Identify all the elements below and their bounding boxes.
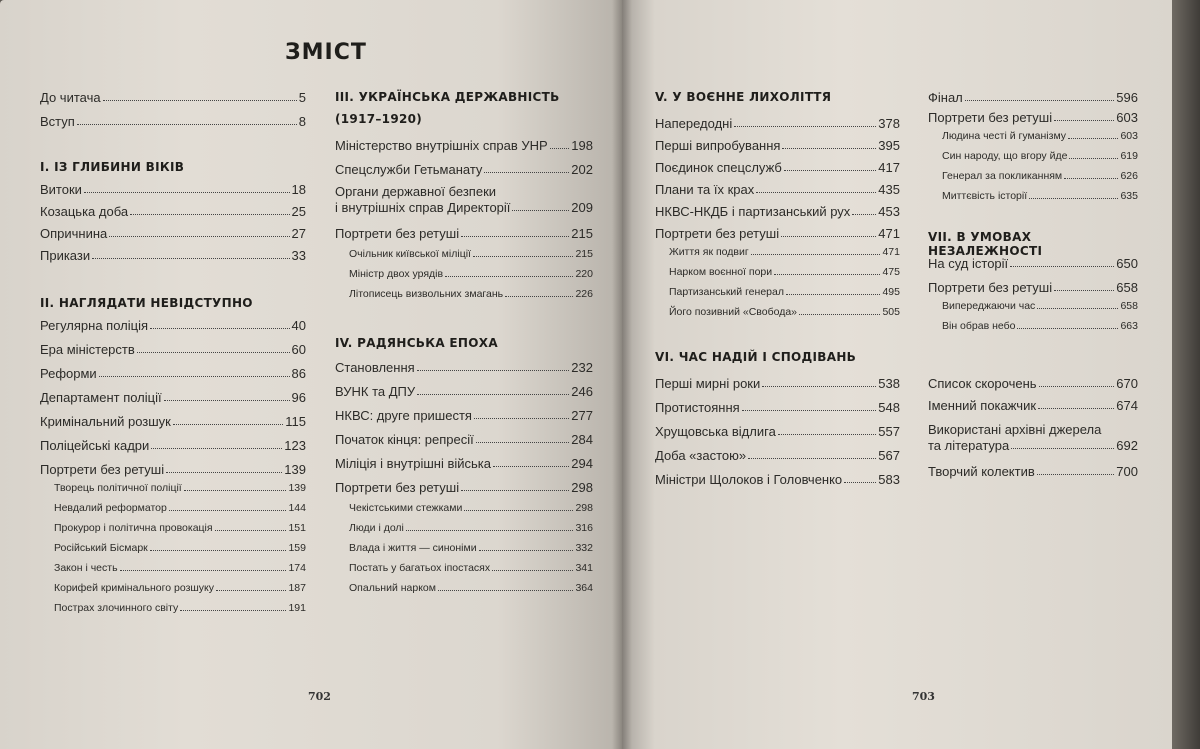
- book-gutter: [612, 0, 632, 749]
- entry-title: Міністр двох урядів: [349, 268, 444, 280]
- toc-entry: [655, 400, 900, 415]
- entry-page-number: 294: [571, 456, 593, 471]
- toc-entry: [40, 414, 306, 429]
- dot-leader: [417, 393, 569, 395]
- entry-title: Людина честі й гуманізму: [942, 130, 1067, 142]
- toc-subentry: [928, 130, 1138, 143]
- entry-page-number: 18: [291, 182, 306, 197]
- entry-page-number: 284: [571, 432, 593, 447]
- toc-entry: [928, 398, 1138, 413]
- dot-leader: [151, 447, 282, 449]
- dot-leader: [512, 209, 569, 211]
- section-heading: (1917–1920): [335, 112, 423, 126]
- dot-leader: [1037, 307, 1118, 309]
- dot-leader: [150, 549, 287, 551]
- entry-page-number: 596: [1116, 90, 1138, 105]
- entry-title: Портрети без ретуші: [335, 226, 460, 241]
- entry-title: НКВС: друге пришестя: [335, 408, 472, 423]
- dot-leader: [742, 409, 877, 411]
- entry-title: Прокурор і політична провокація: [54, 522, 213, 534]
- dot-leader: [173, 423, 283, 425]
- toc-subentry: [928, 320, 1138, 333]
- entry-title: Кримінальний розшук: [40, 414, 171, 429]
- entry-title: Люди і долі: [349, 522, 404, 534]
- dot-leader: [748, 457, 876, 459]
- dot-leader: [474, 417, 569, 419]
- dot-leader: [438, 589, 573, 591]
- entry-title: Творчий колектив: [928, 464, 1035, 479]
- entry-title: Його позивний «Свобода»: [669, 306, 798, 318]
- entry-title: Портрети без ретуші: [655, 226, 780, 241]
- entry-page-number: 650: [1116, 256, 1138, 271]
- dot-leader: [1064, 177, 1118, 179]
- toc-entry: [655, 226, 900, 241]
- entry-page-number: 626: [1120, 170, 1138, 182]
- entry-page-number: 417: [878, 160, 900, 175]
- toc-subentry: [655, 266, 900, 279]
- entry-page-number: 5: [298, 90, 306, 105]
- dot-leader: [505, 295, 573, 297]
- dot-leader: [782, 147, 876, 149]
- entry-page-number: 435: [878, 182, 900, 197]
- entry-title: Літописець визвольних змагань: [349, 288, 504, 300]
- entry-page-number: 123: [284, 438, 306, 453]
- entry-title: Опричнина: [40, 226, 108, 241]
- toc-subentry: [40, 522, 306, 535]
- dot-leader: [751, 253, 881, 255]
- entry-page-number: 475: [882, 266, 900, 278]
- right-page-number: 703: [912, 690, 935, 703]
- toc-subentry: [335, 582, 593, 595]
- entry-page-number: 151: [288, 522, 306, 534]
- toc-entry: [40, 366, 306, 381]
- toc-entry: [335, 480, 593, 495]
- toc-entry: [928, 90, 1138, 105]
- entry-title: Пострах злочинного світу: [54, 602, 179, 614]
- toc-subentry: [335, 522, 593, 535]
- entry-title: Регулярна поліція: [40, 318, 148, 333]
- toc-subentry: [40, 542, 306, 555]
- left-page-number: 702: [308, 690, 331, 703]
- toc-entry: [40, 438, 306, 453]
- entry-title: Влада і життя — синоніми: [349, 542, 477, 554]
- section-heading: IV. РАДЯНСЬКА ЕПОХА: [335, 336, 498, 350]
- section-heading: ІІ. НАГЛЯДАТИ НЕВІДСТУПНО: [40, 296, 253, 310]
- entry-page-number: 209: [571, 200, 593, 215]
- dot-leader: [479, 549, 574, 551]
- toc-entry: [655, 376, 900, 391]
- dot-leader: [762, 385, 876, 387]
- entry-title: Невдалий реформатор: [54, 502, 167, 514]
- dot-leader: [484, 171, 569, 173]
- toc-entry: [335, 138, 593, 153]
- entry-page-number: 453: [878, 204, 900, 219]
- dot-leader: [774, 273, 880, 275]
- dot-leader: [1069, 157, 1118, 159]
- dot-leader: [137, 351, 290, 353]
- toc-subentry: [655, 306, 900, 319]
- dot-leader: [166, 471, 282, 473]
- entry-title: Син народу, що вгору йде: [942, 150, 1068, 162]
- entry-title: Російський Бісмарк: [54, 542, 148, 554]
- entry-page-number: 395: [878, 138, 900, 153]
- dot-leader: [965, 99, 1115, 101]
- dot-leader: [184, 489, 287, 491]
- entry-title: Міністри Щолоков і Головченко: [655, 472, 843, 487]
- entry-page-number: 471: [882, 246, 900, 258]
- section-heading: І. ІЗ ГЛИБИНИ ВІКІВ: [40, 160, 185, 174]
- entry-title: Випереджаючи час: [942, 300, 1036, 312]
- entry-title: Закон і честь: [54, 562, 118, 574]
- page-title: ЗМІСТ: [285, 40, 367, 65]
- dot-leader: [1054, 119, 1114, 121]
- dot-leader: [1010, 265, 1114, 267]
- toc-entry: [928, 438, 1138, 453]
- entry-title: Початок кінця: репресії: [335, 432, 474, 447]
- entry-page-number: 215: [571, 226, 593, 241]
- toc-entry: [40, 248, 306, 263]
- entry-page-number: 619: [1120, 150, 1138, 162]
- toc-entry: [335, 456, 593, 471]
- dot-leader: [84, 191, 290, 193]
- entry-title: Портрети без ретуші: [40, 462, 165, 477]
- toc-subentry: [40, 562, 306, 575]
- entry-title: Становлення: [335, 360, 415, 375]
- dot-leader: [109, 235, 289, 237]
- entry-page-number: 139: [284, 462, 306, 477]
- toc-subentry: [928, 190, 1138, 203]
- toc-entry: [40, 390, 306, 405]
- entry-page-number: 8: [298, 114, 306, 129]
- entry-page-number: 316: [575, 522, 593, 534]
- entry-title: НКВС-НКДБ і партизанський рух: [655, 204, 851, 219]
- entry-page-number: 658: [1120, 300, 1138, 312]
- entry-page-number: 364: [575, 582, 593, 594]
- entry-page-number: 174: [288, 562, 306, 574]
- entry-title: Опальний нарком: [349, 582, 436, 594]
- toc-entry: [40, 342, 306, 357]
- toc-subentry: [335, 542, 593, 555]
- dot-leader: [1011, 447, 1114, 449]
- dot-leader: [1038, 407, 1114, 409]
- toc-subentry: [335, 562, 593, 575]
- toc-entry-line: Органи державної безпеки: [335, 184, 497, 199]
- entry-title: Поліцейські кадри: [40, 438, 150, 453]
- entry-page-number: 187: [288, 582, 306, 594]
- dot-leader: [786, 293, 881, 295]
- toc-entry: [928, 376, 1138, 391]
- toc-entry: [928, 256, 1138, 271]
- entry-title: Витоки: [40, 182, 82, 197]
- toc-entry: [928, 464, 1138, 479]
- entry-title: Портрети без ретуші: [928, 280, 1053, 295]
- entry-page-number: 603: [1120, 130, 1138, 142]
- toc-entry: [40, 462, 306, 477]
- entry-title: Реформи: [40, 366, 97, 381]
- section-heading: VI. ЧАС НАДІЙ І СПОДІВАНЬ: [655, 350, 857, 364]
- entry-page-number: 60: [291, 342, 306, 357]
- entry-title: Нарком воєнної пори: [669, 266, 773, 278]
- toc-subentry: [928, 300, 1138, 313]
- entry-page-number: 159: [288, 542, 306, 554]
- toc-subentry: [335, 502, 593, 515]
- dot-leader: [493, 465, 569, 467]
- dot-leader: [781, 235, 876, 237]
- toc-entry: [928, 280, 1138, 295]
- entry-title: Плани та їх крах: [655, 182, 755, 197]
- dot-leader: [756, 191, 876, 193]
- toc-entry: [335, 408, 593, 423]
- toc-entry: [335, 200, 593, 215]
- toc-entry: [655, 160, 900, 175]
- entry-title: і внутрішніх справ Директорії: [335, 200, 511, 215]
- entry-page-number: 298: [571, 480, 593, 495]
- entry-title: Ера міністерств: [40, 342, 135, 357]
- entry-page-number: 692: [1116, 438, 1138, 453]
- toc-entry: [40, 318, 306, 333]
- entry-title: Прикази: [40, 248, 91, 263]
- entry-page-number: 495: [882, 286, 900, 298]
- dot-leader: [150, 327, 290, 329]
- entry-page-number: 603: [1116, 110, 1138, 125]
- entry-page-number: 277: [571, 408, 593, 423]
- entry-title: Список скорочень: [928, 376, 1037, 391]
- entry-title: Портрети без ретуші: [928, 110, 1053, 125]
- entry-page-number: 191: [288, 602, 306, 614]
- entry-page-number: 40: [291, 318, 306, 333]
- entry-page-number: 538: [878, 376, 900, 391]
- entry-title: Перші випробування: [655, 138, 781, 153]
- dot-leader: [445, 275, 573, 277]
- entry-title: Генерал за покликанням: [942, 170, 1063, 182]
- entry-title: Вступ: [40, 114, 75, 129]
- entry-page-number: 115: [285, 414, 306, 429]
- entry-title: Він обрав небо: [942, 320, 1016, 332]
- entry-title: Напередодні: [655, 116, 733, 131]
- toc-subentry: [40, 602, 306, 615]
- entry-page-number: 202: [571, 162, 593, 177]
- entry-title: та література: [928, 438, 1010, 453]
- entry-page-number: 557: [878, 424, 900, 439]
- toc-subentry: [335, 268, 593, 281]
- dot-leader: [852, 213, 876, 215]
- entry-page-number: 139: [288, 482, 306, 494]
- toc-entry: [655, 424, 900, 439]
- dot-leader: [492, 569, 573, 571]
- toc-subentry: [928, 150, 1138, 163]
- toc-subentry: [655, 246, 900, 259]
- dot-leader: [476, 441, 570, 443]
- entry-title: Творець політичної поліції: [54, 482, 182, 494]
- entry-page-number: 583: [878, 472, 900, 487]
- entry-page-number: 198: [571, 138, 593, 153]
- entry-page-number: 670: [1116, 376, 1138, 391]
- toc-subentry: [928, 170, 1138, 183]
- dot-leader: [461, 489, 569, 491]
- dot-leader: [734, 125, 876, 127]
- book-edge: [1172, 0, 1200, 749]
- toc-entry: [655, 116, 900, 131]
- dot-leader: [130, 213, 289, 215]
- dot-leader: [464, 509, 573, 511]
- dot-leader: [216, 589, 286, 591]
- toc-entry: [655, 204, 900, 219]
- toc-subentry: [335, 248, 593, 261]
- section-heading: ІІІ. УКРАЇНСЬКА ДЕРЖАВНІСТЬ: [335, 90, 560, 104]
- toc-entry: [335, 384, 593, 399]
- section-heading: V. У ВОЄННЕ ЛИХОЛІТТЯ: [655, 90, 832, 104]
- entry-title: Фінал: [928, 90, 963, 105]
- dot-leader: [799, 313, 880, 315]
- dot-leader: [77, 123, 297, 125]
- entry-page-number: 27: [291, 226, 306, 241]
- entry-title: Поєдинок спецслужб: [655, 160, 782, 175]
- entry-title: Департамент поліції: [40, 390, 162, 405]
- entry-page-number: 663: [1120, 320, 1138, 332]
- toc-subentry: [40, 502, 306, 515]
- entry-page-number: 25: [291, 204, 306, 219]
- toc-entry: [335, 432, 593, 447]
- dot-leader: [1039, 385, 1115, 387]
- dot-leader: [550, 147, 570, 149]
- entry-title: Миттєвість історії: [942, 190, 1028, 202]
- dot-leader: [1029, 197, 1118, 199]
- dot-leader: [1037, 473, 1115, 475]
- dot-leader: [1054, 289, 1114, 291]
- entry-page-number: 635: [1120, 190, 1138, 202]
- entry-page-number: 246: [571, 384, 593, 399]
- toc-subentry: [655, 286, 900, 299]
- entry-page-number: 674: [1116, 398, 1138, 413]
- entry-page-number: 548: [878, 400, 900, 415]
- dot-leader: [784, 169, 876, 171]
- entry-title: Чекістськими стежками: [349, 502, 463, 514]
- dot-leader: [406, 529, 574, 531]
- entry-title: До читача: [40, 90, 101, 105]
- dot-leader: [164, 399, 290, 401]
- toc-entry: [40, 114, 306, 129]
- dot-leader: [120, 569, 287, 571]
- entry-title: Доба «застою»: [655, 448, 747, 463]
- toc-entry: [655, 138, 900, 153]
- entry-page-number: 700: [1116, 464, 1138, 479]
- toc-entry: [40, 90, 306, 105]
- toc-entry-line: Використані архівні джерела: [928, 422, 1102, 437]
- entry-page-number: 471: [878, 226, 900, 241]
- entry-title: Іменний покажчик: [928, 398, 1037, 413]
- entry-title: Життя як подвиг: [669, 246, 749, 258]
- entry-title: Портрети без ретуші: [335, 480, 460, 495]
- entry-page-number: 33: [291, 248, 306, 263]
- toc-entry: [40, 226, 306, 241]
- entry-title: Козацька доба: [40, 204, 129, 219]
- toc-entry: [335, 360, 593, 375]
- dot-leader: [844, 481, 876, 483]
- dot-leader: [1017, 327, 1118, 329]
- toc-entry: [335, 162, 593, 177]
- dot-leader: [417, 369, 570, 371]
- entry-title: Корифей кримінального розшуку: [54, 582, 215, 594]
- entry-page-number: 505: [882, 306, 900, 318]
- entry-title: Протистояння: [655, 400, 740, 415]
- entry-page-number: 658: [1116, 280, 1138, 295]
- toc-subentry: [40, 582, 306, 595]
- entry-page-number: 298: [575, 502, 593, 514]
- dot-leader: [99, 375, 290, 377]
- entry-page-number: 226: [575, 288, 593, 300]
- dot-leader: [92, 257, 289, 259]
- entry-page-number: 332: [575, 542, 593, 554]
- entry-title: Очільник київської міліції: [349, 248, 471, 260]
- entry-page-number: 144: [288, 502, 306, 514]
- entry-page-number: 220: [575, 268, 593, 280]
- section-heading: VII. В УМОВАХ НЕЗАЛЕЖНОСТІ: [928, 230, 1043, 258]
- entry-title: Перші мирні роки: [655, 376, 761, 391]
- toc-entry: [928, 110, 1138, 125]
- entry-title: Хрущовська відлига: [655, 424, 776, 439]
- dot-leader: [180, 609, 286, 611]
- entry-page-number: 96: [291, 390, 306, 405]
- toc-entry: [655, 472, 900, 487]
- toc-entry: [40, 182, 306, 197]
- entry-title: Спецслужби Гетьманату: [335, 162, 483, 177]
- dot-leader: [473, 255, 574, 257]
- entry-page-number: 378: [878, 116, 900, 131]
- toc-entry: [40, 204, 306, 219]
- dot-leader: [169, 509, 287, 511]
- dot-leader: [1068, 137, 1118, 139]
- entry-title: Міністерство внутрішніх справ УНР: [335, 138, 548, 153]
- entry-title: Міліція і внутрішні війська: [335, 456, 491, 471]
- entry-page-number: 567: [878, 448, 900, 463]
- toc-entry: [655, 182, 900, 197]
- entry-title: Постать у багатьох іпостасях: [349, 562, 491, 574]
- entry-title: Партизанський генерал: [669, 286, 784, 298]
- entry-title: ВУНК та ДПУ: [335, 384, 416, 399]
- entry-page-number: 232: [571, 360, 593, 375]
- dot-leader: [103, 99, 297, 101]
- entry-page-number: 215: [575, 248, 593, 260]
- entry-page-number: 86: [291, 366, 306, 381]
- toc-entry: [655, 448, 900, 463]
- dot-leader: [778, 433, 877, 435]
- entry-page-number: 341: [575, 562, 593, 574]
- dot-leader: [215, 529, 287, 531]
- toc-entry: [335, 226, 593, 241]
- toc-subentry: [40, 482, 306, 495]
- dot-leader: [461, 235, 569, 237]
- entry-title: На суд історії: [928, 256, 1009, 271]
- toc-subentry: [335, 288, 593, 301]
